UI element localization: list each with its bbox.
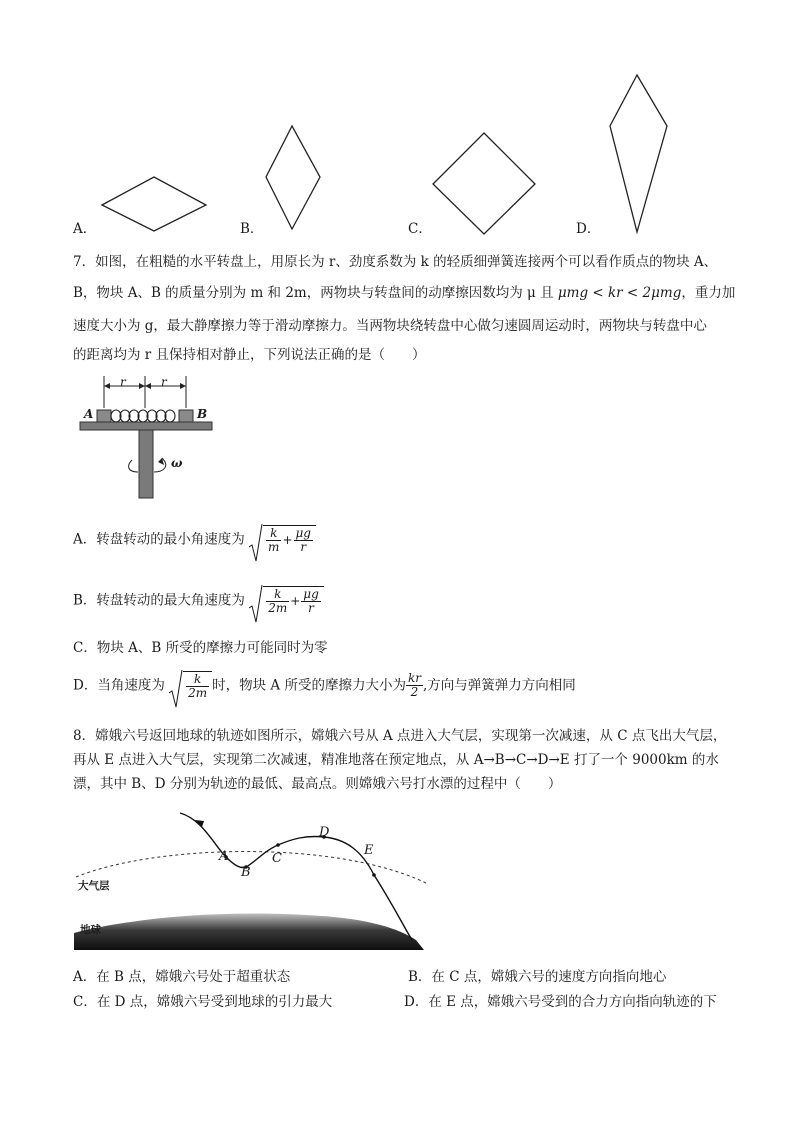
- trajectory-point-d: D: [319, 825, 330, 840]
- turntable-label-r1: r: [120, 375, 126, 389]
- q7-a-k: k: [266, 527, 281, 541]
- q7-b-r: r: [308, 601, 314, 615]
- shape-label-b: B．: [240, 221, 264, 237]
- q8-stem-line-2: 再从 E 点进入大气层，实现第二次减速，精准地落在预定地点，从 A→B→C→D→E 打了一个 9000km 的水: [73, 752, 719, 768]
- q7-stem-line-2c: ，重力加: [681, 285, 736, 301]
- q8-option-c: C．在 D 点，嫦娥六号受到地球的引力最大: [73, 994, 333, 1010]
- trajectory-point-e: E: [364, 843, 374, 858]
- q7-option-d: [73, 671, 576, 707]
- shape-label-c: C．: [408, 221, 432, 237]
- q7-b-plus: +: [290, 594, 301, 608]
- q7-a-mug: μg: [295, 526, 311, 540]
- q7-b-k: k: [266, 588, 289, 602]
- trajectory-point-c: C: [272, 851, 282, 866]
- q7-d-frac: [406, 672, 423, 699]
- q7-stem-line-3: 速度大小为 g，最大静摩擦力等于滑动摩擦力。当两物块绕转盘中心做匀速圆周运动时，两物块与转盘中心: [73, 318, 707, 334]
- q7-option-a-text: A．转盘转动的最小角速度为: [73, 531, 245, 548]
- q8-stem-line-3: 漂，其中 B、D 分别为轨迹的最低、最高点。则嫦娥六号打水漂的过程中（ ）: [73, 776, 562, 792]
- rhombus-tall-shape: [266, 126, 320, 229]
- shape-label-a: A．: [73, 221, 97, 237]
- q7-a-plus: +: [282, 533, 293, 547]
- q7-option-c: C．物块 A、B 所受的摩擦力可能同时为零: [73, 640, 328, 656]
- q7-option-a: [73, 525, 316, 561]
- q7-stem-line-2a: B，物块 A、B 的质量分别为 m 和 2m，两物块与转盘间的动摩擦因数均为 μ 且: [73, 285, 558, 301]
- q7-d-2m: 2m: [188, 686, 208, 700]
- q7-stem-line-1: 7．如图，在粗糙的水平转盘上，用原长为 r、劲度系数为 k 的轻质细弹簧连接两个可以看作质点的物块 A、: [73, 254, 718, 270]
- q8-option-d: D．在 E 点，嫦娥六号受到的合力方向指向轨迹的下: [404, 994, 717, 1010]
- q7-b-mug: μg: [303, 587, 319, 601]
- q7-d-two: 2: [410, 685, 419, 699]
- kite-shape: [610, 75, 667, 232]
- q7-option-d-text3: ,方向与弹簧弹力方向相同: [423, 677, 576, 694]
- q7-stem-line-2: [73, 284, 735, 302]
- q8-stem-line-1: 8．嫦娥六号返回地球的轨迹如图所示，嫦娥六号从 A 点进入大气层，实现第一次减速，从 C 点飞出大气层，: [73, 728, 727, 744]
- turntable-label-b: B: [197, 407, 208, 421]
- q8-option-a: A．在 B 点，嫦娥六号处于超重状态: [73, 969, 291, 985]
- rhombus-wide-shape: [102, 177, 206, 231]
- q7-b-2m: 2m: [268, 601, 288, 615]
- q7-a-m: m: [268, 540, 280, 554]
- q7-option-d-text1: D．当角速度为: [73, 677, 165, 694]
- q7-option-a-formula: [249, 525, 316, 554]
- trajectory-point-a: A: [219, 849, 229, 864]
- trajectory-point-b: B: [241, 865, 251, 880]
- q7-inequality: μmg < kr < 2μmg: [557, 285, 682, 301]
- q7-option-d-sqrt: [169, 671, 212, 700]
- q7-option-b: [73, 586, 324, 622]
- q7-option-d-text2: 时，物块 A 所受的摩擦力大小为: [212, 677, 406, 694]
- shape-label-d: D．: [576, 221, 601, 237]
- q8-option-b: B．在 C 点，嫦娥六号的速度方向指向地心: [408, 969, 667, 985]
- q7-option-b-formula: [249, 586, 324, 615]
- turntable-label-omega: ω: [171, 456, 183, 470]
- q7-stem-line-4: 的距离均为 r 且保持相对静止，下列说法正确的是（ ）: [73, 347, 426, 363]
- turntable-label-r2: r: [161, 375, 167, 389]
- q7-a-r: r: [300, 540, 307, 554]
- atmosphere-label: 大气层: [78, 880, 110, 892]
- q7-option-b-text: B．转盘转动的最大角速度为: [73, 592, 245, 609]
- earth-label: 地球: [80, 924, 101, 936]
- turntable-label-a: A: [84, 407, 94, 421]
- q7-d-k: k: [186, 673, 209, 687]
- q7-d-kr: kr: [407, 671, 421, 685]
- square-shape: [433, 133, 535, 234]
